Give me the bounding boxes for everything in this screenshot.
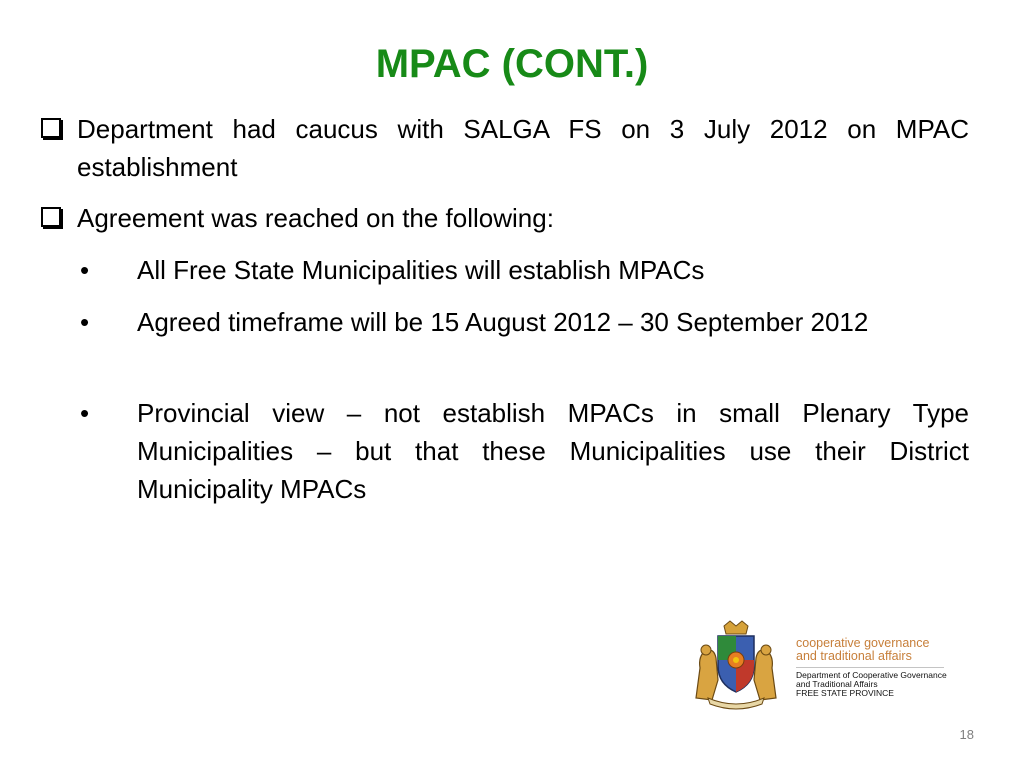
logo-text-line: FREE STATE PROVINCE (796, 688, 894, 698)
logo-text (796, 637, 956, 698)
sub-bullet-item: Agreed timeframe will be 15 August 2012 – 30 September 2012 (137, 307, 869, 337)
dot-bullet-icon: • (80, 398, 90, 428)
sub-bullet-item: Provincial view – not establish MPACs in small Plenary Type Municipalities – but that these Municipalities use their District Municipality MPACs (137, 398, 969, 504)
page-number: 18 (959, 727, 974, 742)
logo-text-line: cooperative governance (796, 636, 930, 650)
checkbox-bullet-icon (41, 207, 61, 227)
logo-divider (796, 667, 944, 668)
dot-bullet-icon: • (80, 255, 90, 285)
coat-of-arms-icon (686, 620, 786, 710)
sub-bullet-item: All Free State Municipalities will establish MPACs (137, 255, 705, 285)
logo-text-line: and traditional affairs (796, 649, 912, 663)
department-logo (686, 620, 956, 710)
logo-text-line: and Traditional Affairs (796, 679, 878, 689)
dot-bullet-icon: • (80, 307, 90, 337)
checkbox-bullet-icon (41, 118, 61, 138)
logo-text-line: Department of Cooperative Governance (796, 670, 947, 680)
bullet-item: Agreement was reached on the following: (77, 203, 554, 233)
bullet-item: Department had caucus with SALGA FS on 3 July 2012 on MPAC establishment (77, 114, 969, 182)
slide-title: MPAC (CONT.) (375, 42, 649, 86)
